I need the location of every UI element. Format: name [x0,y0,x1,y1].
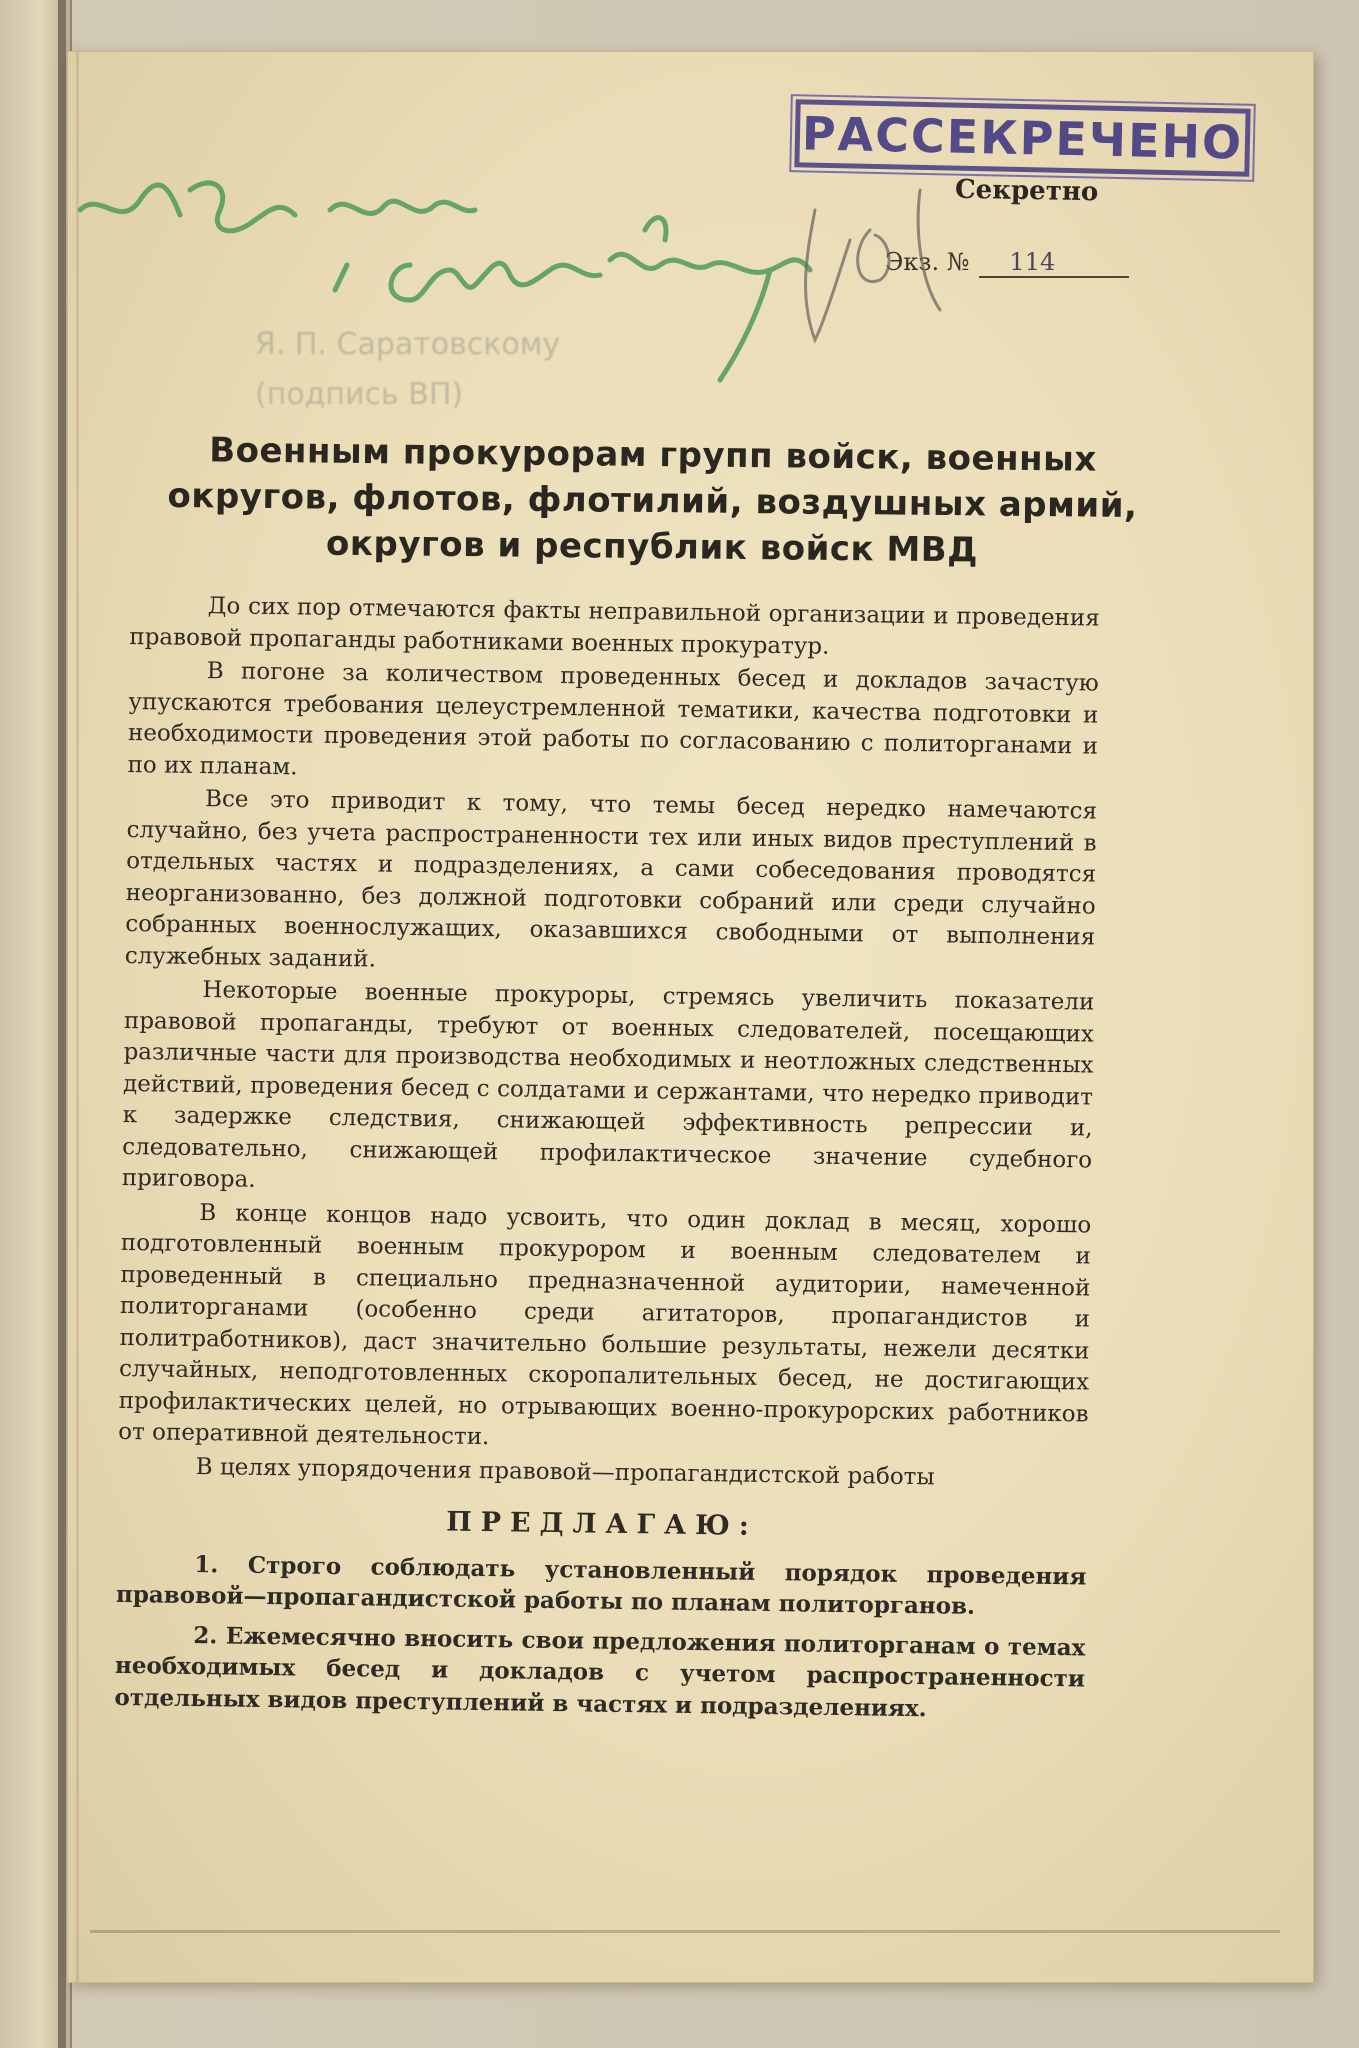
paper-fold [76,52,79,1982]
body-paragraph: В конце концов надо усвоить, что один доклад в месяц, хорошо подготовленный военным прокурором и военным следователем и проведенный в специально предназначенной аудитории, намеченной политорганами (особенно среди агитаторов, пропагандистов и политработников), даст значительно большие результаты, нежели десятки случайных, неподготовленных скоропалительных бесед, не достигающих профилактических целей, но отрывающих военно-прокурорских работников от оперативной деятельности. [118,1199,1092,1451]
pencil-mark [858,230,889,282]
handwritten-resolution-drawing [80,170,1180,470]
classification-label: Секретно [954,174,1099,208]
binding-strip [58,0,66,2048]
faint-letterhead-line: (подпись ВП) [255,377,464,412]
body-paragraph: В погоне за количеством проведенных бесед и докладов зачастую упускаются требования целеустремленной тематики, качества подготовки и необходимости проведения этой работы по согласованию с политорганами и по их планам. [127,658,1099,780]
pencil-stroke [391,263,600,300]
pencil-stroke [80,185,180,215]
directive-item: 2. Ежемесячно вносить свои предложения политорганам о темах необходимых бесед и докладов с учетом распространенности отдельных видов преступлений в частях и подразделениях. [114,1621,1086,1722]
faint-letterhead-line: Я. П. Саратовскому [255,327,561,362]
body-paragraph: В целях упорядочения правовой—пропагандистской работы [195,1453,935,1490]
sheet-bottom-edge [90,1930,1280,1933]
pencil-stroke [720,270,770,380]
pencil-mark [918,190,940,310]
heading-line: округов и республик войск МВД [325,523,979,571]
pencil-stroke [610,254,810,272]
pencil-stroke [190,183,295,231]
handwritten-resolution [80,170,1180,470]
pencil-stroke [335,265,347,290]
document-heading [149,427,1155,576]
pencil-stroke [330,201,475,213]
declassified-stamp: РАССЕКРЕЧЕНО [794,99,1250,177]
document-body [114,590,1100,1734]
body-paragraph: До сих пор отмечаются факты неправильной организации и проведения правовой пропаганды работниками военных прокуратур. [129,593,1100,660]
directive-item: 1. Строго соблюдать установленный порядок проведения правовой—пропагандистской работы по планам политорганов. [115,1550,1087,1620]
pencil-stroke [645,218,666,240]
copy-number-value: 114 [979,248,1129,278]
body-paragraph: Все это приводит к тому, что темы бесед нередко намечаются случайно, без учета распространенности тех или иных видов преступлений в отдельных частях и подразделениях, а сами собеседования проводятся неорганизованно, без должной подготовки собраний или среди случайно собранных военнослужащих, оказавшихся свободными от выполнения служебных заданий. [124,786,1098,972]
body-paragraph: Некоторые военные прокуроры, стремясь увеличить показатели правовой пропаганды, требуют от военных следователей, посещающих различные части для производства необходимых и неотложных следственных действий, проведения бесед с солдатами и сержантами, что нередко приводит к задержке следствия, снижающей эффективность репрессии и, следовательно, снижающей профилактическое значение судебного приговора. [121,977,1095,1193]
heading-line: Военным прокурорам групп войск, военных [208,430,1097,480]
heading-line: округов, флотов, флотилий, воздушных армий, [167,475,1138,527]
propose-heading: ПРЕДЛАГАЮ: [445,1506,759,1542]
copy-number-label: Экз. № [885,248,970,276]
pencil-mark [806,210,850,340]
